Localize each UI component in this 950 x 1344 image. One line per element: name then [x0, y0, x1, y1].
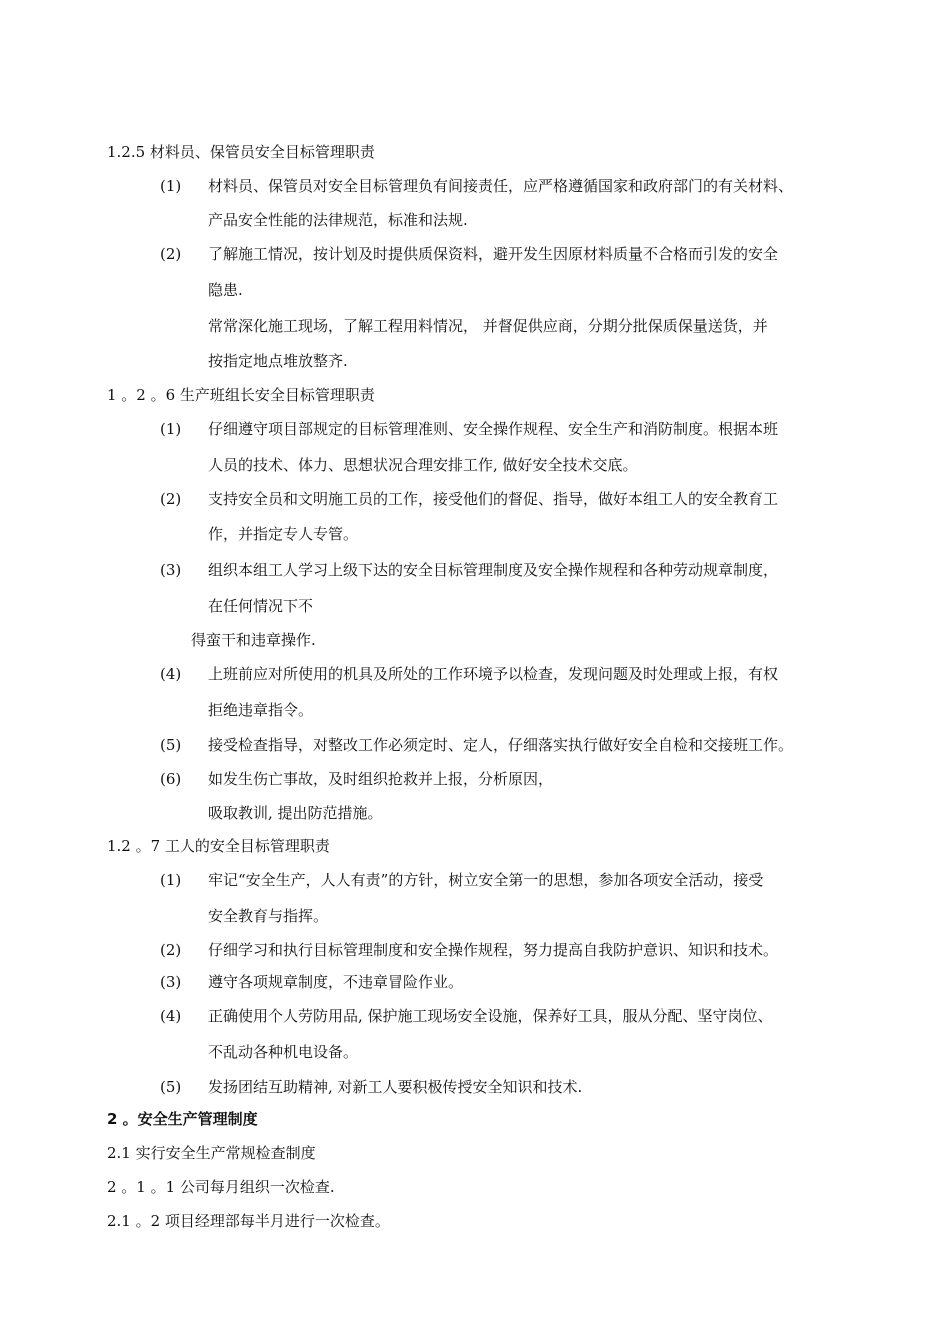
item-text-continued: 安全教育与指挥。 — [208, 907, 329, 925]
item-text-continued: 隐患. — [208, 281, 243, 299]
item-number: (2) — [160, 245, 182, 263]
item-text: 遵守各项规章制度，不违章冒险作业。 — [208, 973, 464, 991]
item-number: (1) — [160, 177, 182, 195]
heading-1-2-5: 1.2.5 材料员、保管员安全目标管理职责 — [107, 143, 375, 161]
paragraph-text: 常常深化施工现场，了解工程用料情况， 并督促供应商，分期分批保质保量送货，并 — [208, 317, 768, 335]
heading-1-2-6: 1 。2 。6 生产班组长安全目标管理职责 — [107, 386, 375, 404]
item-number: (6) — [160, 770, 182, 788]
item-text-continued: 吸取教训, 提出防范措施。 — [208, 804, 383, 822]
item-text-continued: 作，并指定专人专管。 — [208, 525, 359, 543]
item-text-continued: 产品安全性能的法律规范，标准和法规. — [208, 211, 468, 229]
heading-2-1: 2.1 实行安全生产常规检查制度 — [107, 1144, 316, 1162]
item-text: 组织本组工人学习上级下达的安全目标管理制度及安全操作规程和各种劳动规章制度， — [208, 561, 779, 579]
item-text: 仔细学习和执行目标管理制度和安全操作规程，努力提高自我防护意识、知识和技术。 — [208, 941, 779, 959]
item-text: 发扬团结互助精神, 对新工人要积极传授安全知识和技术. — [208, 1078, 583, 1096]
item-number: (5) — [160, 1078, 182, 1096]
item-number: (4) — [160, 1007, 182, 1025]
item-number: (3) — [160, 973, 182, 991]
item-text-continued: 在任何情况下不 — [208, 597, 314, 615]
item-number: (1) — [160, 420, 182, 438]
item-number: (5) — [160, 736, 182, 754]
item-number: (1) — [160, 871, 182, 889]
item-text: 仔细遵守项目部规定的目标管理准则、安全操作规程、安全生产和消防制度。根据本班 — [208, 420, 779, 438]
item-text: 支持安全员和文明施工员的工作，接受他们的督促、指导，做好本组工人的安全教育工 — [208, 490, 779, 508]
section-heading-2: 2 。安全生产管理制度 — [107, 1110, 258, 1128]
paragraph-2-1-1: 2 。1 。1 公司每月组织一次检查. — [107, 1178, 335, 1196]
item-number: (2) — [160, 941, 182, 959]
item-text: 材料员、保管员对安全目标管理负有间接责任，应严格遵循国家和政府部门的有关材料、 — [208, 177, 794, 195]
item-text-continued: 拒绝违章指令。 — [208, 701, 314, 719]
item-text: 了解施工情况，按计划及时提供质保资料，避开发生因原材料质量不合格而引发的安全 — [208, 245, 779, 263]
item-number: (4) — [160, 665, 182, 683]
heading-1-2-7: 1.2 。7 工人的安全目标管理职责 — [107, 837, 330, 855]
item-text-continued: 不乱动各种机电设备。 — [208, 1043, 359, 1061]
item-text: 上班前应对所使用的机具及所处的工作环境予以检查，发现问题及时处理或上报，有权 — [208, 665, 779, 683]
item-text: 正确使用个人劳防用品, 保护施工现场安全设施，保养好工具，服从分配、坚守岗位、 — [208, 1007, 773, 1025]
item-text-continued: 得蛮干和违章操作. — [191, 631, 316, 649]
item-text: 牢记“安全生产，人人有责”的方针，树立安全第一的思想，参加各项安全活动，接受 — [208, 871, 764, 889]
item-number: (2) — [160, 490, 182, 508]
paragraph-text-continued: 按指定地点堆放整齐. — [208, 352, 348, 370]
paragraph-2-1-2: 2.1 。2 项目经理部每半月进行一次检查。 — [107, 1212, 390, 1230]
item-text: 接受检查指导，对整改工作必须定时、定人，仔细落实执行做好安全自检和交接班工作。 — [208, 736, 794, 754]
item-text: 如发生伤亡事故，及时组织抢救并上报，分析原因， — [208, 770, 554, 788]
item-number: (3) — [160, 561, 182, 579]
item-text-continued: 人员的技术、体力、思想状况合理安排工作, 做好安全技术交底。 — [208, 456, 638, 474]
